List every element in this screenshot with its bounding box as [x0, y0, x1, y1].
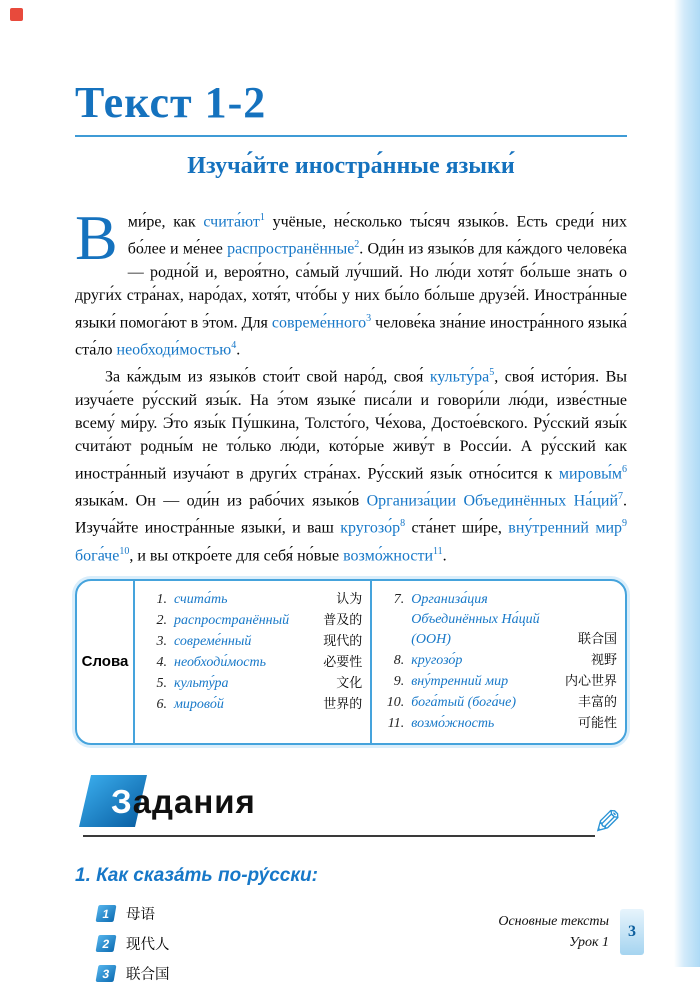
task-item-number-badge: 3 — [96, 965, 117, 982]
vocab-entry-chinese: 丰富的 — [577, 694, 617, 710]
vocab-entry-number: 1. — [156, 591, 167, 607]
vocab-entry-chinese: 视野 — [590, 652, 617, 668]
vocab-row — [380, 714, 617, 734]
tasks-section-header — [75, 775, 627, 842]
task-question: 1. Как сказа́ть по-ру́сски: — [75, 864, 318, 886]
text-run: ми́ре, как — [127, 213, 204, 231]
text-run: челове́ка зна́ние иностра́нного языка́ ста́ло — [75, 313, 627, 359]
text-run: , и вы откро́ете для себя́ но́вые — [129, 546, 344, 564]
text-run: . — [236, 341, 241, 359]
vocab-entry-chinese: 现代的 — [323, 633, 363, 649]
text-run: . Изуча́йте иностра́нные языки́, и ваш — [75, 492, 628, 537]
vocab-term: Организа́ции Объединённых На́ций — [366, 492, 619, 510]
vocab-entry-russian: возмо́жность — [411, 715, 495, 731]
page-number-box — [620, 909, 644, 955]
vocab-row — [143, 611, 362, 631]
vocab-entry-chinese: 必要性 — [323, 654, 363, 670]
corner-marker-icon — [10, 8, 23, 21]
vocab-entry-number: 11. — [387, 715, 405, 731]
vocab-term: счита́ют — [203, 213, 260, 231]
vocab-term-superscript: 8 — [400, 518, 406, 530]
vocab-entry-number: 7. — [393, 591, 405, 607]
vocab-term: культу́ра — [429, 368, 490, 386]
vocab-entry-russian: бога́тый (бога́че) — [411, 694, 516, 710]
footer-lesson-label: Урок 1 — [569, 935, 609, 950]
vocab-row — [143, 695, 362, 715]
vocab-term: совреме́нного — [271, 313, 367, 331]
task-item-number-badge: 2 — [96, 935, 117, 952]
vocab-term-superscript: 7 — [618, 490, 624, 502]
vocab-term-superscript: 6 — [622, 463, 627, 475]
tasks-title-first-letter: З — [111, 782, 133, 820]
vocab-entry-number: 8. — [393, 652, 405, 668]
page-edge-band — [674, 0, 700, 967]
task-item-text: 母语 — [126, 906, 155, 923]
footer-text — [498, 911, 609, 953]
vocab-entry-number: 2. — [156, 612, 167, 628]
vocab-entry-number: 6. — [156, 696, 167, 712]
vocab-entry-chinese: 文化 — [336, 675, 363, 691]
text-run: ста́нет ши́ре, — [405, 519, 509, 537]
vocab-entry-russian: счита́ть — [174, 591, 228, 607]
text-run: . Оди́н из языко́в для ка́ждого челове́ка — родно́й и, вероя́тно, са́мый лу́чший. Но лю́ди хотя́т бо́льше знать о други́х стра́нах, наро́дах, хотя́т, что́бы у них бы́ло бо́льше друзе́й. Иностра́нные языки́ помога́ют в э́том. Для — [75, 240, 627, 331]
page-number: 3 — [628, 923, 636, 940]
article-subtitle: Изуча́йте иностра́нные языки́ — [187, 153, 515, 179]
vocab-entry-russian: Организа́ция Объединённых На́ций (ООН) — [411, 591, 540, 647]
page-title: Текст 1-2 — [75, 78, 267, 127]
vocab-column-right — [372, 581, 625, 743]
tasks-section-title — [111, 783, 256, 821]
vocab-entry-chinese: 可能性 — [577, 715, 617, 731]
vocab-term-superscript: 2 — [354, 239, 360, 251]
vocab-box — [75, 579, 627, 745]
page-content — [75, 78, 627, 984]
task-item — [97, 963, 627, 984]
tasks-title-rest: адания — [132, 782, 256, 820]
vocab-entry-chinese: 联合国 — [577, 631, 617, 647]
vocab-term-superscript: 1 — [259, 212, 265, 223]
vocab-entry-chinese: 普及的 — [323, 612, 363, 628]
vocab-entry-number: 3. — [156, 633, 167, 649]
vocab-term: бога́че — [75, 546, 120, 564]
tasks-header-underline — [83, 835, 595, 837]
vocab-row — [143, 590, 362, 610]
vocab-row — [143, 674, 362, 694]
vocab-row — [380, 693, 617, 713]
vocab-row — [380, 590, 617, 650]
vocab-term-superscript: 9 — [622, 518, 628, 530]
vocab-term: возмо́жности — [343, 546, 434, 564]
vocab-term-superscript: 3 — [366, 312, 372, 324]
body-paragraph — [75, 202, 627, 361]
vocab-entry-russian: совреме́нный — [174, 633, 252, 649]
vocab-term-superscript: 11 — [433, 545, 443, 557]
vocab-term: необходи́мостью — [116, 341, 232, 359]
text-run: учёные, не́сколько ты́сяч языко́в. Есть среди́ них бо́лее и ме́нее — [127, 213, 627, 258]
vocab-box-label: Слова — [77, 581, 135, 743]
footer-section-label: Основные тексты — [498, 914, 609, 929]
vocab-term-superscript: 5 — [489, 367, 495, 379]
vocab-entry-russian: распространённый — [174, 612, 290, 628]
vocab-entry-number: 5. — [156, 675, 167, 691]
vocab-entry-number: 4. — [156, 654, 167, 670]
vocab-entry-chinese: 内心世界 — [564, 673, 617, 689]
text-run: За ка́ждым из языко́в стои́т свой наро́д, своя́ — [105, 368, 430, 386]
vocab-entry-number: 9. — [393, 673, 405, 689]
text-run: , своя́ исто́рия. Вы изуча́ете ру́сский язы́к. На э́том языке́ писа́ли и говори́ли лю́ди, изве́стные всему́ ми́ру. Э́то язы́к Пу́шкина, Толсто́го, Че́хова, Достое́вского. Ру́сский язы́к счита́ют родны́м не то́лько лю́ди, кото́рые живу́т в Росси́и. А ру́сский как иностра́нный изуча́ют в други́х стра́нах. Ру́сский язы́к отно́сится к — [75, 368, 628, 482]
dropcap-letter: В — [75, 202, 118, 273]
text-run: . — [442, 546, 447, 564]
vocab-entry-russian: кругозо́р — [411, 652, 463, 668]
vocab-entry-russian: культу́ра — [174, 675, 229, 691]
vocab-term: мировы́м — [558, 464, 622, 482]
vocab-entry-chinese: 世界的 — [323, 696, 363, 712]
text-run: языка́м. Он — оди́н из рабо́чих языко́в — [75, 492, 367, 510]
task-item-number-badge: 1 — [96, 905, 117, 922]
vocab-term: распространённые — [227, 240, 355, 258]
article-body — [75, 202, 628, 567]
vocab-row — [143, 632, 362, 652]
vocab-row — [143, 653, 362, 673]
vocab-entry-russian: вну́тренний мир — [411, 673, 509, 689]
pencil-icon: ✎ — [593, 804, 622, 842]
body-paragraph — [75, 361, 627, 567]
vocab-entry-chinese: 认为 — [336, 591, 363, 607]
task-item-text: 联合国 — [126, 966, 170, 983]
vocab-column-left — [135, 581, 372, 743]
vocab-entry-number: 10. — [386, 694, 405, 710]
vocab-term-superscript: 4 — [231, 339, 237, 351]
vocab-term-superscript: 10 — [119, 545, 130, 557]
vocab-term: вну́тренний мир — [508, 519, 623, 537]
vocab-row — [380, 672, 617, 692]
vocab-entry-russian: необходи́мость — [174, 654, 266, 670]
task-item-text: 现代人 — [126, 936, 170, 953]
page-footer — [498, 909, 644, 955]
title-rule — [75, 135, 627, 137]
vocab-term: кругозо́р — [340, 519, 401, 537]
vocab-row — [380, 651, 617, 671]
vocab-entry-russian: мирово́й — [174, 696, 224, 712]
